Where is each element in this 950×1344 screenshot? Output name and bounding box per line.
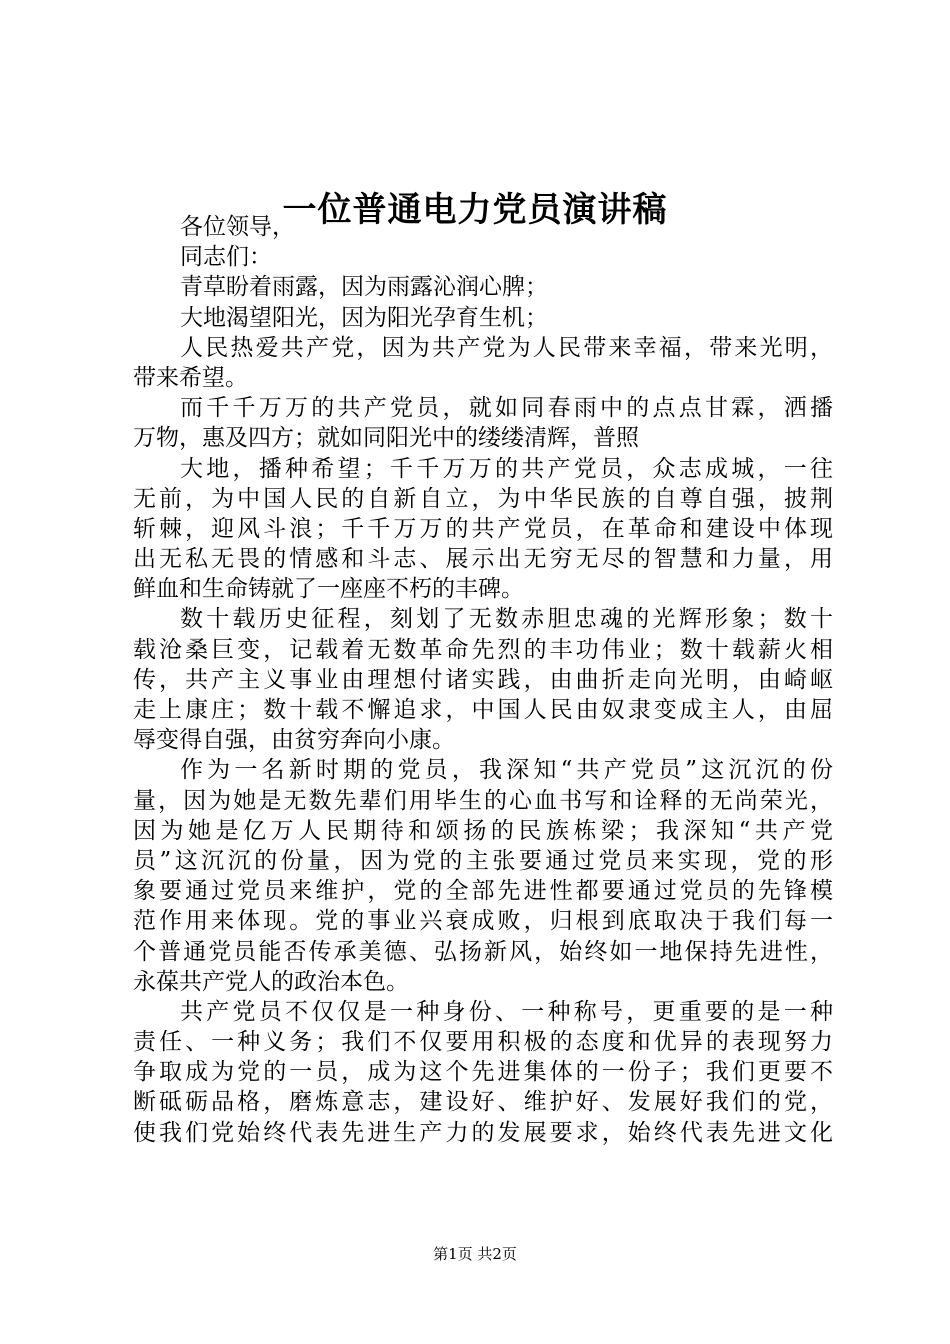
- body-line: 大地渴望阳光，因为阳光孕育生机；: [180, 304, 548, 331]
- body-line: 断砥砺品格，磨炼意志，建设好、维护好、发展好我们的党，: [133, 1089, 833, 1116]
- body-line: 斩棘，迎风斗浪；千千万万的共产党员，在革命和建设中体现: [133, 515, 833, 542]
- body-line: 个普通党员能否传承美德、弘扬新风，始终如一地保持先进性，: [133, 938, 833, 965]
- body-line: 永葆共产党人的政治本色。: [133, 968, 409, 995]
- document-title: 一位普通电力党员演讲稿: [282, 190, 668, 230]
- body-line: 万物，惠及四方；就如同阳光中的缕缕清辉，普照: [133, 425, 639, 452]
- body-line: 员”这沉沉的份量，因为党的主张要通过党员来实现，党的形: [133, 847, 833, 874]
- body-line: 大地，播种希望；千千万万的共产党员，众志成城，一往: [180, 455, 833, 482]
- body-line: 责任、一种义务；我们不仅要用积极的态度和优异的表现努力: [133, 1029, 833, 1056]
- body-line: 青草盼着雨露，因为雨露沁润心脾；: [180, 274, 548, 301]
- body-line: 使我们党始终代表先进生产力的发展要求，始终代表先进文化: [133, 1119, 833, 1146]
- body-line: 量，因为她是无数先辈们用毕生的心血书写和诠释的无尚荣光，: [133, 787, 833, 814]
- body-line: 同志们：: [180, 244, 272, 271]
- body-line: 载沧桑巨变，记载着无数革命先烈的丰功伟业；数十载薪火相: [133, 636, 833, 663]
- body-line: 共产党员不仅仅是一种身份、一种称号，更重要的是一种: [180, 998, 833, 1025]
- page-footer: 第1页 共2页: [433, 1245, 517, 1263]
- body-line: 象要通过党员来维护，党的全部先进性都要通过党员的先锋模: [133, 878, 833, 905]
- document-body: [133, 212, 833, 1148]
- body-line: 辱变得自强，由贫穷奔向小康。: [133, 727, 455, 754]
- body-line: 争取成为党的一员，成为这个先进集体的一份子；我们更要不: [133, 1059, 833, 1086]
- body-line: 人民热爱共产党，因为共产党为人民带来幸福，带来光明，: [180, 334, 833, 361]
- body-line: 鲜血和生命铸就了一座座不朽的丰碑。: [133, 576, 524, 603]
- body-line: 作为一名新时期的党员，我深知“共产党员”这沉沉的份: [180, 757, 833, 784]
- body-line: 各位领导，: [180, 214, 295, 240]
- body-line: 传，共产主义事业由理想付诸实践，由曲折走向光明，由崎岖: [133, 666, 833, 693]
- body-line: 数十载历史征程，刻划了无数赤胆忠魂的光辉形象；数十: [180, 606, 833, 633]
- body-line: 无前，为中国人民的自新自立，为中华民族的自尊自强，披荆: [133, 485, 833, 512]
- body-line: 因为她是亿万人民期待和颂扬的民族栋梁；我深知“共产党: [133, 817, 833, 844]
- body-line: 范作用来体现。党的事业兴衰成败，归根到底取决于我们每一: [133, 908, 833, 935]
- body-line: 走上康庄；数十载不懈追求，中国人民由奴隶变成主人，由屈: [133, 697, 833, 723]
- body-line: 出无私无畏的情感和斗志、展示出无穷无尽的智慧和力量，用: [133, 546, 833, 573]
- body-line: 而千千万万的共产党员，就如同春雨中的点点甘霖，洒播: [180, 395, 833, 422]
- body-line: 带来希望。: [133, 364, 248, 391]
